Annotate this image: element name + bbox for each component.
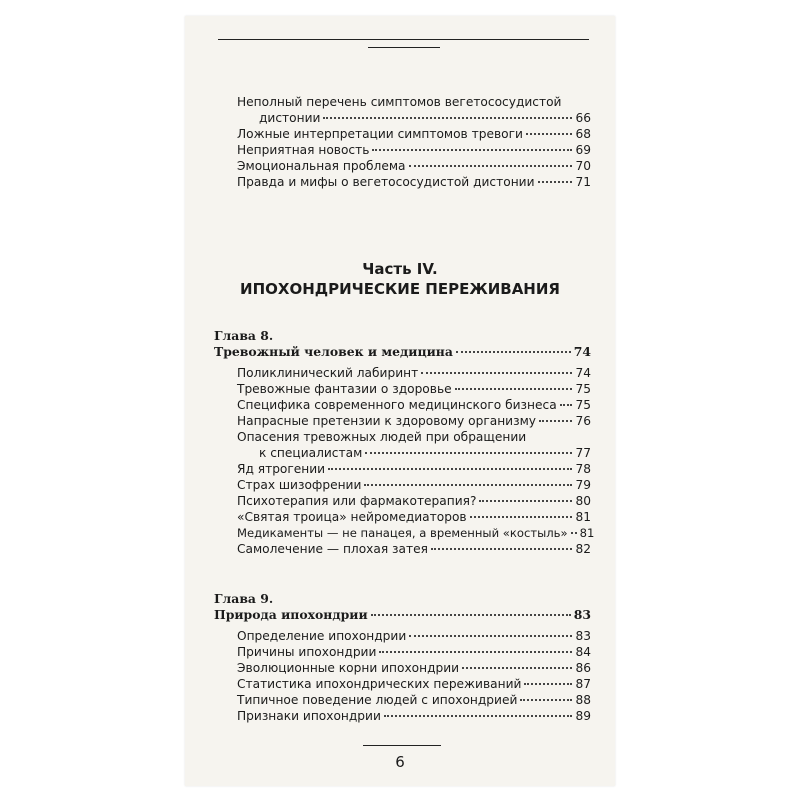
toc-entry[interactable] [237, 174, 591, 190]
toc-entry-page: 88 [575, 693, 591, 707]
toc-entry-title: Статистика ипохондрических переживаний [237, 677, 522, 691]
toc-entry[interactable] [237, 660, 591, 676]
toc-entry-page: 87 [575, 677, 591, 691]
toc-entry[interactable] [237, 365, 591, 381]
leader-dots [323, 117, 572, 119]
chapter-page: 74 [573, 344, 591, 359]
toc-entry-title: Причины ипохондрии [237, 645, 377, 659]
toc-entry[interactable] [237, 676, 591, 692]
toc-entry[interactable] [237, 158, 591, 174]
toc-entry-page: 78 [575, 462, 591, 476]
toc-entry-title: Яд ятрогении [237, 462, 326, 476]
leader-dots [384, 715, 573, 717]
toc-entry[interactable] [237, 708, 591, 724]
chapter-title-entry[interactable] [214, 607, 591, 623]
leader-dots [462, 667, 572, 669]
toc-entry[interactable] [237, 126, 591, 142]
leader-dots [524, 683, 572, 685]
leader-dots [431, 548, 573, 550]
toc-entry-title: Эволюционные корни ипохондрии [237, 661, 460, 675]
leader-dots [560, 404, 573, 406]
toc-entry-page: 69 [575, 143, 591, 157]
toc-entry[interactable] [237, 142, 591, 158]
toc-entry-page: 66 [575, 111, 591, 125]
leader-dots [365, 452, 572, 454]
toc-entry-page: 68 [575, 127, 591, 141]
toc-entry-page: 74 [575, 366, 591, 380]
top-rule [218, 39, 589, 40]
toc-entry-page: 76 [575, 414, 591, 428]
toc-entry-title: Страх шизофрении [237, 478, 362, 492]
toc-entry-title: Признаки ипохондрии [237, 709, 381, 723]
leader-dots [372, 149, 572, 151]
leader-dots [526, 133, 573, 135]
toc-entry-title: Психотерапия или фармакотерапия? [237, 494, 477, 508]
top-short-rule [368, 47, 440, 48]
toc-entry-page: 89 [575, 709, 591, 723]
leader-dots [371, 614, 571, 616]
toc-entry[interactable] [237, 509, 591, 525]
part-title: ИПОХОНДРИЧЕСКИЕ ПЕРЕЖИВАНИЯ [240, 280, 560, 298]
part-label: Часть IV. [362, 260, 438, 278]
toc-entry[interactable] [237, 413, 591, 429]
leader-dots [538, 181, 573, 183]
toc-entry-title: Правда и мифы о вегетососудистой дистонии [237, 175, 535, 189]
toc-entry-page: 77 [575, 446, 591, 460]
toc-entry-page: 83 [575, 629, 591, 643]
toc-entry-page: 81 [579, 526, 595, 540]
chapter-label: Глава 8. [214, 328, 274, 343]
toc-entry[interactable] [237, 541, 591, 557]
toc-entry[interactable] [237, 644, 591, 660]
toc-entry-page: 79 [575, 478, 591, 492]
toc-entry-page: 84 [575, 645, 591, 659]
toc-entry-title: Типичное поведение людей с ипохондрией [237, 693, 518, 707]
toc-entry[interactable] [237, 461, 591, 477]
leader-dots [455, 388, 573, 390]
leader-dots [379, 651, 572, 653]
toc-entry[interactable] [237, 110, 591, 126]
leader-dots [539, 420, 572, 422]
toc-entry-title: Тревожные фантазии о здоровье [237, 382, 452, 396]
toc-entry-title: Напрасные претензии к здоровому организму [237, 414, 536, 428]
toc-entry-title: Поликлинический лабиринт [237, 366, 419, 380]
toc-entry-page: 82 [575, 542, 591, 556]
toc-entry-title: Определение ипохондрии [237, 629, 407, 643]
chapter-title-entry[interactable] [214, 344, 591, 360]
toc-entry-line1: Неполный перечень симптомов вегетососудистой [237, 95, 562, 109]
toc-entry-title: Самолечение — плохая затея [237, 542, 428, 556]
leader-dots [470, 516, 573, 518]
leader-dots [409, 165, 573, 167]
toc-entry[interactable] [237, 445, 591, 461]
toc-entry[interactable] [237, 493, 591, 509]
leader-dots [421, 372, 572, 374]
leader-dots [456, 351, 571, 353]
toc-entry-title: Неприятная новость [237, 143, 370, 157]
toc-entry-page: 86 [575, 661, 591, 675]
toc-entry[interactable] [237, 397, 591, 413]
book-page [185, 16, 615, 786]
toc-entry[interactable] [237, 525, 595, 541]
page-number: 6 [395, 753, 405, 771]
chapter-title: Природа ипохондрии [214, 607, 368, 622]
toc-entry-page: 75 [575, 382, 591, 396]
chapter-title: Тревожный человек и медицина [214, 344, 453, 359]
toc-entry-line1: Опасения тревожных людей при обращении [237, 430, 527, 444]
toc-entry-page: 81 [575, 510, 591, 524]
toc-entry[interactable] [237, 628, 591, 644]
toc-entry-page: 75 [575, 398, 591, 412]
leader-dots [364, 484, 572, 486]
toc-entry-title: дистонии [259, 111, 321, 125]
leader-dots [479, 500, 572, 502]
toc-entry[interactable] [237, 381, 591, 397]
leader-dots [328, 468, 572, 470]
leader-dots [409, 635, 572, 637]
bottom-rule [363, 745, 441, 746]
chapter-page: 83 [573, 607, 591, 622]
chapter-label: Глава 9. [214, 591, 274, 606]
toc-entry-title: Ложные интерпретации симптомов тревоги [237, 127, 523, 141]
toc-entry-title: «Святая троица» нейромедиаторов [237, 510, 467, 524]
toc-entry-title: к специалистам [259, 446, 363, 460]
leader-dots [520, 699, 572, 701]
toc-entry-title: Специфика современного медицинского бизнеса [237, 398, 557, 412]
toc-entry-page: 70 [575, 159, 591, 173]
toc-entry-page: 71 [575, 175, 591, 189]
toc-entry-title: Эмоциональная проблема [237, 159, 406, 173]
toc-entry-title: Медикаменты — не панацея, а временный «костыль» [237, 526, 568, 540]
toc-entry-page: 80 [575, 494, 591, 508]
leader-dots [571, 532, 577, 534]
toc-entry[interactable] [237, 477, 591, 493]
toc-entry[interactable] [237, 692, 591, 708]
